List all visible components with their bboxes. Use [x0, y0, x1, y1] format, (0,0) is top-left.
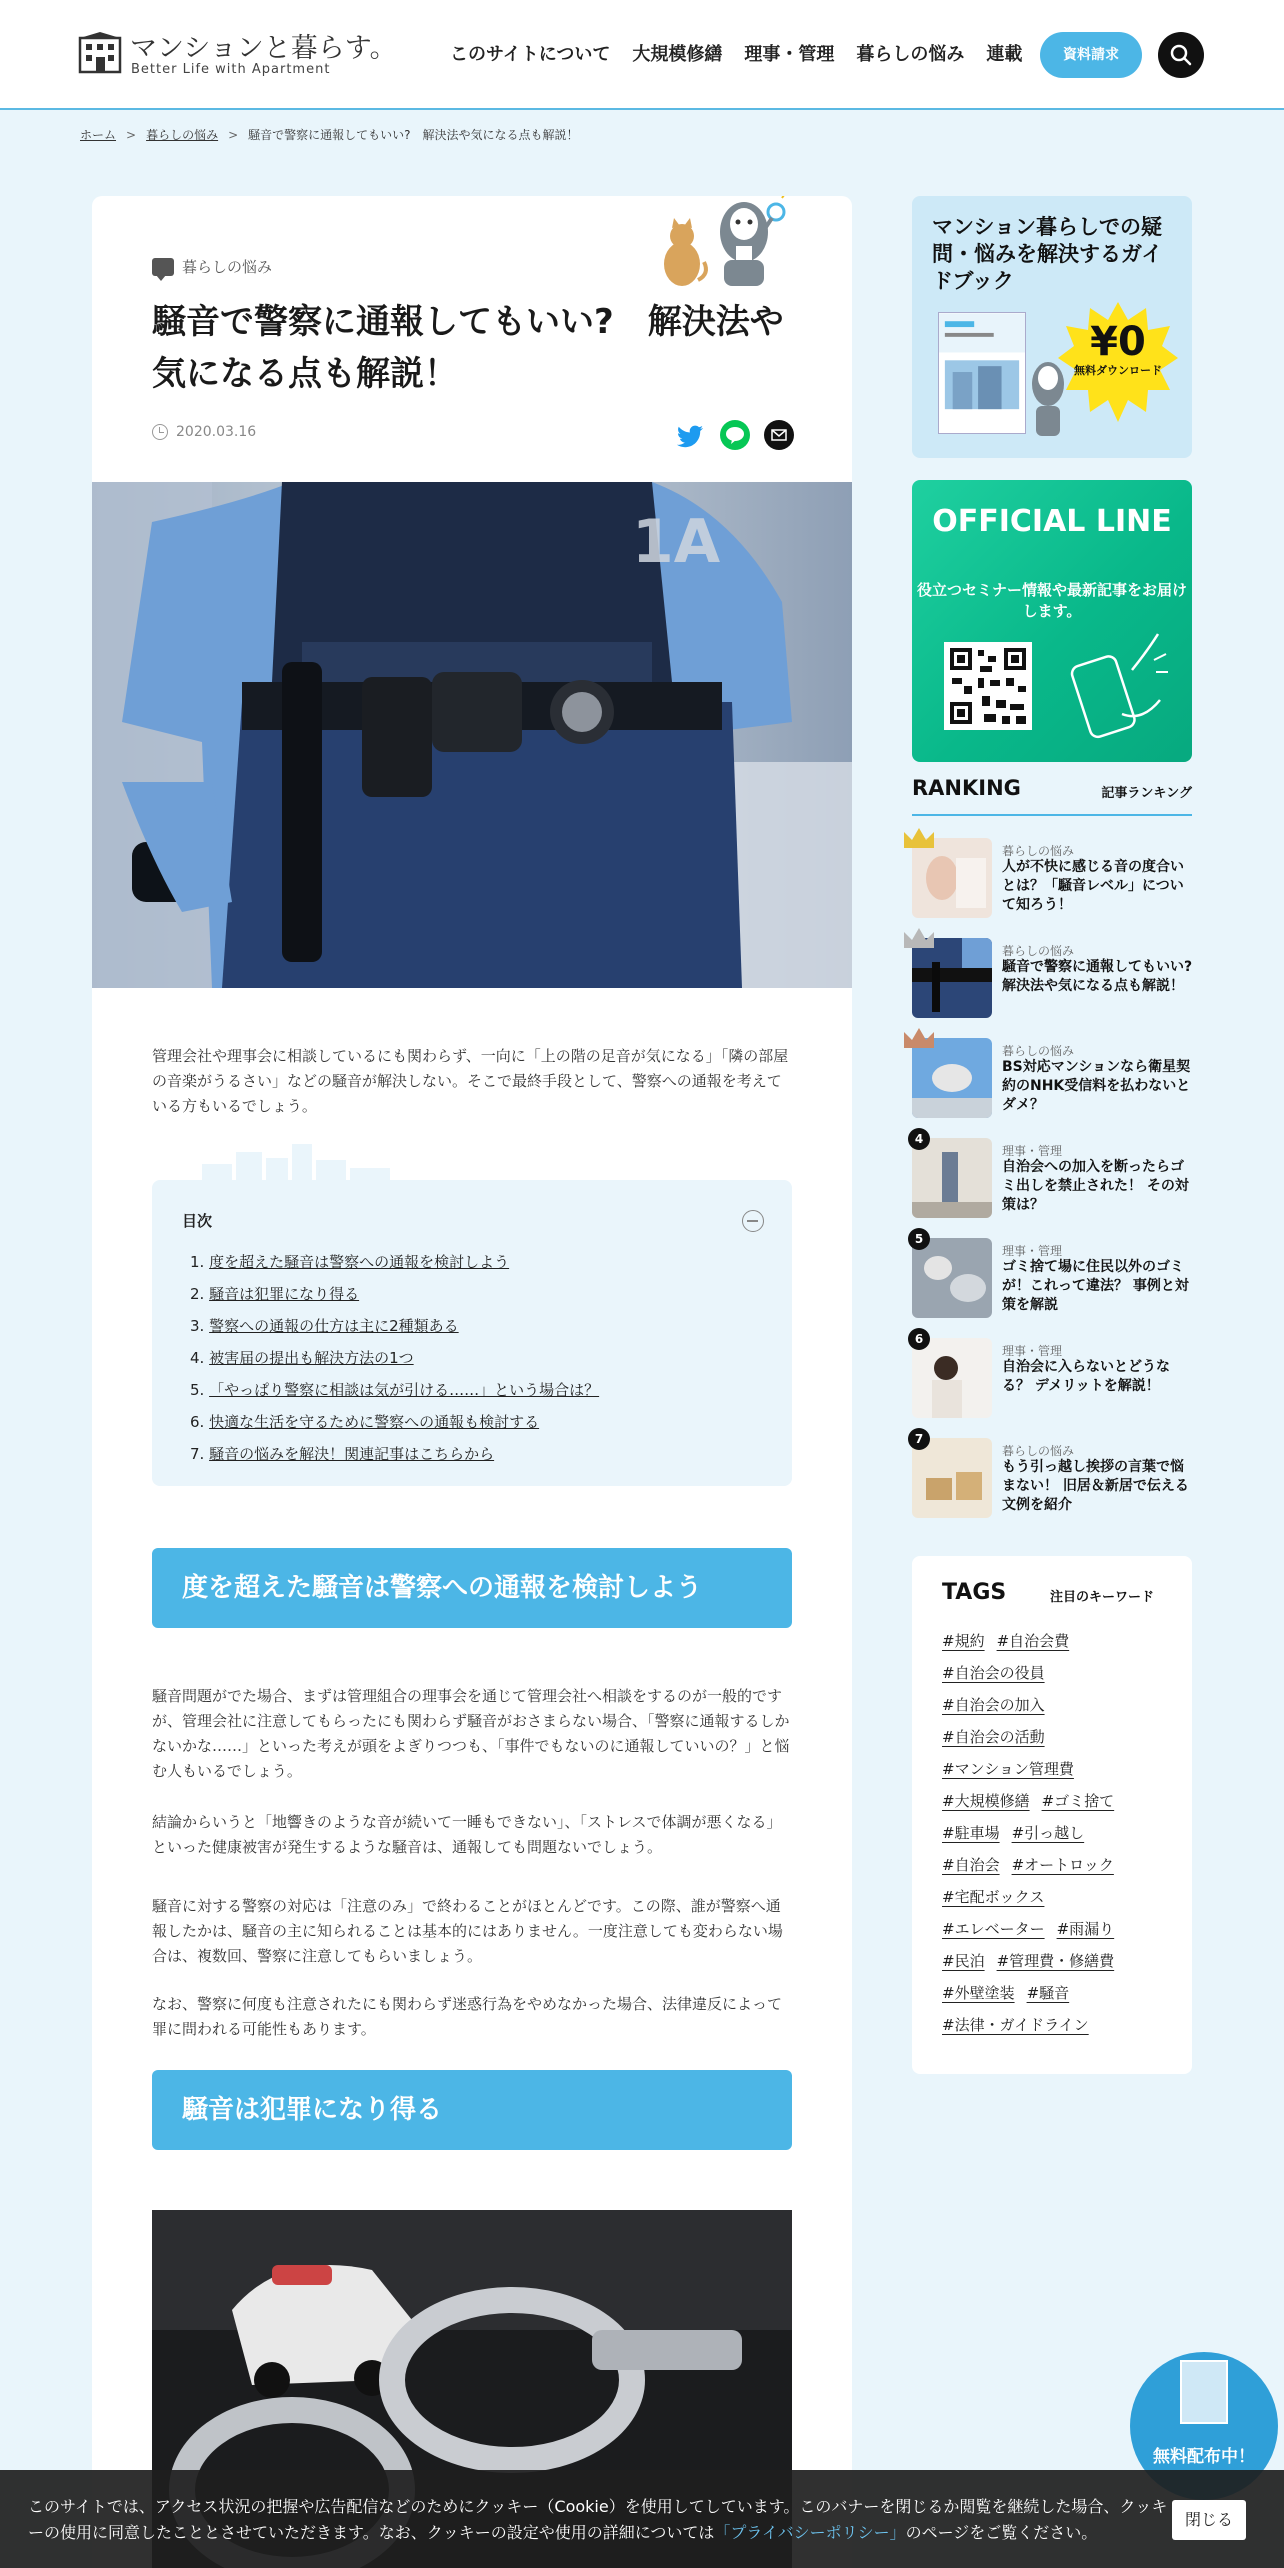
breadcrumb — [80, 126, 579, 143]
body-paragraph: なお、警察に何度も注意されたにも関わらず迷惑行為をやめなかった場合、法律違反によって罪に問われる可能性もあります。 — [152, 1995, 783, 2038]
nav-item-renovation[interactable]: 大規模修繕 — [632, 44, 723, 65]
tag-link[interactable]: #法律・ガイドライン — [942, 2016, 1089, 2034]
tag-link[interactable]: #駐車場 — [942, 1824, 1000, 1842]
line-banner-title: OFFICIAL LINE — [932, 504, 1172, 539]
ranking-title: RANKING — [912, 776, 1021, 800]
ranking-category: 暮らしの悩み — [1002, 844, 1075, 858]
body-paragraph: 騒音に対する警察の対応は「注意のみ」で終わることがほとんどです。この際、誰が警察へ通報したかは、騒音の主に知られることは基本的にはありません。一度注意しても変わらない場合は、複数回、警察に注意してもらいましょう。 — [152, 1897, 783, 1965]
article-title: 騒音で警察に通報してもいい? 解決法や気になる点も解説！ — [152, 302, 784, 394]
toc-link[interactable]: 騒音の悩みを解決！関連記事はこちらから — [209, 1445, 495, 1463]
hero-image-police-officer — [92, 482, 852, 988]
ranking-item[interactable] — [912, 938, 1207, 1018]
ranking-category: 理事・管理 — [1002, 1244, 1063, 1258]
tag-link[interactable]: #管理費・修繕費 — [996, 1952, 1115, 1970]
twitter-icon — [676, 420, 706, 450]
toc-title: 目次 — [182, 1212, 213, 1230]
tag-link[interactable]: #外壁塗装 — [942, 1984, 1015, 2002]
tag-row — [942, 1822, 1084, 1843]
toc-item[interactable]: 7. 騒音の悩みを解決！関連記事はこちらから — [190, 1445, 495, 1463]
search-button[interactable] — [1158, 32, 1204, 78]
breadcrumb-current: 騒音で警察に通報してもいい? 解決法や気になる点も解説！ — [248, 128, 579, 142]
silver-crown-icon — [902, 926, 936, 950]
publish-date-value: 2020.03.16 — [176, 424, 257, 440]
tag-link[interactable]: #引っ越し — [1011, 1824, 1085, 1842]
tag-row — [942, 2014, 1089, 2035]
body-paragraph: 結論からいうと「地響きのような音が続いて一睡もできない」、「ストレスで体調が悪くなる」といった健康被害が発生するような騒音は、通報しても問題ないでしょう。 — [152, 1813, 782, 1856]
tag-link[interactable]: #民泊 — [942, 1952, 985, 1970]
ranking-category: 暮らしの悩み — [1002, 1044, 1075, 1058]
guidebook-cover-image — [938, 312, 1026, 434]
tag-row — [942, 1854, 1114, 1875]
ranking-item[interactable] — [912, 838, 1192, 918]
toc-item[interactable]: 6. 快適な生活を守るために警察への通報も検討する — [190, 1413, 540, 1431]
ranking-item-title[interactable]: 自治会に入らないとどうなる？ デメリットを解説！ — [1002, 1359, 1170, 1394]
official-line-banner[interactable] — [912, 480, 1192, 762]
toc-item[interactable]: 1. 度を超えた騒音は警察への通報を検討しよう — [190, 1253, 510, 1271]
tag-link[interactable]: #自治会 — [942, 1856, 1000, 1874]
qr-code-icon — [944, 642, 1032, 730]
tag-row — [942, 1662, 1045, 1683]
ranking-item-title[interactable]: 自治会への加入を断ったらゴミ出しを禁止された！ その対策は？ — [1002, 1159, 1189, 1213]
ranking-category: 暮らしの悩み — [1002, 944, 1075, 958]
tag-link[interactable]: #エレベーター — [942, 1920, 1045, 1938]
ranking-item-title[interactable]: ゴミ捨て場に住民以外のゴミが！これって違法？ 事例と対策を解説 — [1002, 1259, 1189, 1313]
ranking-thumbnail — [912, 1338, 992, 1418]
article — [92, 196, 852, 2568]
tag-row — [942, 1790, 1114, 1811]
tag-row — [942, 1950, 1114, 1971]
intro-paragraph: 管理会社や理事会に相談しているにも関わらず、一向に「上の階の足音が気になる」「隣の部屋の音楽がうるさい」などの騒音が解決しない。そこで最終手段として、警察への通報を考えている方もいるでしょう。 — [152, 1047, 789, 1115]
building-icon — [78, 30, 122, 74]
cookie-text: のページをご覧ください。 — [905, 2523, 1098, 2542]
toc-list — [190, 1246, 599, 1470]
body-paragraph: 騒音問題がでた場合、まずは管理組合の理事会を通じて管理会社へ相談をするのが一般的ですが、管理会社に注意してもらったにも関わらず騒音がおさまらない場合、「警察に通報するしかないかな……」といった考えが頭をよぎりつつも、「事件でもないのに通報していいの？」と悩む人もいるでしょう。 — [152, 1687, 790, 1780]
ranking-subtitle: 記事ランキング — [1101, 786, 1192, 801]
line-icon — [720, 420, 750, 450]
price-value: ¥0 — [1090, 319, 1146, 365]
breadcrumb-separator: > — [228, 128, 239, 142]
ranking-category: 暮らしの悩み — [1002, 1444, 1075, 1458]
toc-link[interactable]: 騒音は犯罪になり得る — [209, 1285, 360, 1303]
share-buttons — [676, 420, 794, 450]
section-heading: 度を超えた騒音は警察への通報を検討しよう — [152, 1548, 792, 1628]
clock-icon — [152, 424, 168, 440]
toc-link[interactable]: 「やっぱり警察に相談は気が引ける……」という場合は？ — [209, 1381, 600, 1399]
section-heading: 騒音は犯罪になり得る — [152, 2070, 792, 2150]
toc-collapse-icon[interactable] — [742, 1210, 764, 1232]
search-icon — [1170, 44, 1192, 66]
price-subtext: 無料ダウンロード — [1074, 364, 1162, 377]
cookie-text: このサイトでは、アクセス状況の把握や広告配信などのためにクッキー（Cookie）を使用してしています。このバナーを閉じるか閲覧を継続した場合、クッキーの使用に同意したこととさせていただきます。なお、クッキーの設定や使用の詳細については — [28, 2497, 1168, 2542]
ranking-item-title[interactable]: 人が不快に感じる音の度合いとは？「騒音レベル」について知ろう！ — [1002, 859, 1184, 913]
guidebook-thumbnail-icon — [1180, 2360, 1228, 2424]
speech-bubble-icon — [152, 258, 174, 276]
nav-item-living-troubles[interactable]: 暮らしの悩み — [856, 44, 965, 65]
cookie-consent-banner — [0, 2470, 1284, 2568]
ranking-category: 理事・管理 — [1002, 1144, 1063, 1158]
ranking-item-title[interactable]: もう引っ越し挨拶の言葉で悩まない！ 旧居＆新居で伝える文例を紹介 — [1002, 1459, 1189, 1513]
ranking-item[interactable] — [912, 1132, 1192, 1218]
table-of-contents — [152, 1180, 792, 1486]
site-logo[interactable] — [78, 26, 397, 82]
toc-link[interactable]: 被害届の提出も解決方法の1つ — [209, 1349, 414, 1367]
breadcrumb-home[interactable]: ホーム — [80, 128, 117, 142]
nav-item-series[interactable]: 連載 — [986, 44, 1023, 65]
ranking-item[interactable] — [912, 1432, 1192, 1518]
svg-text:1A: 1A — [632, 507, 721, 577]
tag-link[interactable]: #マンション管理費 — [942, 1760, 1074, 1778]
tag-row — [942, 1886, 1044, 1907]
tag-row — [942, 1630, 1069, 1651]
ranking-thumbnail — [912, 1238, 992, 1318]
article-category[interactable] — [152, 256, 272, 277]
ranking-item-title[interactable]: BS対応マンションなら衛星契約のNHK受信料を払わないとダメ？ — [1002, 1059, 1191, 1113]
tag-link[interactable]: #ゴミ捨て — [1041, 1792, 1115, 1810]
ranking-item[interactable] — [912, 1232, 1192, 1318]
tag-link[interactable]: #自治会の役員 — [942, 1664, 1045, 1682]
nav-item-management[interactable]: 理事・管理 — [744, 44, 835, 65]
tags-panel — [912, 1556, 1192, 2074]
tag-link[interactable]: #オートロック — [1011, 1856, 1114, 1874]
ranking-thumbnail — [912, 838, 992, 918]
tag-link[interactable]: #規約 — [942, 1632, 985, 1650]
tags-subtitle: 注目のキーワード — [1050, 1590, 1155, 1605]
tag-link[interactable]: #自治会の活動 — [942, 1728, 1045, 1746]
tag-row — [942, 1726, 1045, 1747]
ranking-header — [912, 776, 1192, 816]
nav-item-about[interactable]: このサイトについて — [450, 44, 611, 65]
request-materials-button[interactable]: 資料請求 — [1040, 32, 1142, 78]
logo-subtitle: Better Life with Apartment — [131, 62, 331, 77]
global-nav — [450, 40, 1044, 66]
tag-row — [942, 1918, 1114, 1939]
mascot-illustration — [652, 196, 802, 294]
ranking-thumbnail — [912, 938, 992, 1018]
tags-title: TAGS — [942, 1580, 1007, 1605]
free-download-label: 無料配布中！ — [1153, 2447, 1255, 2467]
twitter-share-button[interactable] — [676, 420, 706, 450]
ranking-thumbnail — [912, 1438, 992, 1518]
toc-item[interactable]: 2. 騒音は犯罪になり得る — [190, 1285, 360, 1303]
city-skyline-decoration — [202, 1144, 402, 1184]
ranking-number: 6 — [908, 1328, 930, 1350]
tag-row — [942, 1758, 1074, 1779]
toc-link[interactable]: 警察への通報の仕方は主に2種類ある — [209, 1317, 459, 1335]
ranking-thumbnail — [912, 1138, 992, 1218]
toc-item[interactable]: 3. 警察への通報の仕方は主に2種類ある — [190, 1317, 459, 1335]
toc-item[interactable]: 4. 被害届の提出も解決方法の1つ — [190, 1349, 414, 1367]
ranking-item[interactable] — [912, 1332, 1192, 1418]
privacy-policy-link[interactable]: 「プライバシーポリシー」 — [714, 2523, 906, 2542]
smartphone-hand-icon — [1062, 630, 1172, 740]
breadcrumb-separator: > — [126, 128, 137, 142]
tag-row — [942, 1694, 1045, 1715]
tag-link[interactable]: #宅配ボックス — [942, 1888, 1045, 1906]
gold-crown-icon — [902, 826, 936, 850]
tag-link[interactable]: #大規模修繕 — [942, 1792, 1030, 1810]
ranking-item-title[interactable]: 騒音で警察に通報してもいい? 解決法や気になる点も解説！ — [1002, 959, 1207, 994]
ranking-number: 7 — [908, 1428, 930, 1450]
ranking-thumbnail — [912, 1038, 992, 1118]
tag-link[interactable]: #自治会費 — [996, 1632, 1070, 1650]
tag-link[interactable]: #騒音 — [1026, 1984, 1070, 2002]
ranking-number: 5 — [908, 1228, 930, 1250]
line-banner-subtitle: 役立つセミナー情報や最新記事をお届けします。 — [916, 581, 1187, 620]
site-header — [0, 0, 1284, 110]
breadcrumb-category[interactable]: 暮らしの悩み — [146, 128, 219, 142]
article-category-label: 暮らしの悩み — [182, 258, 273, 276]
tag-row — [942, 1982, 1069, 2003]
toc-link[interactable]: 度を超えた騒音は警察への通報を検討しよう — [209, 1253, 510, 1271]
email-share-button[interactable] — [764, 420, 794, 450]
cookie-close-button[interactable]: 閉じる — [1172, 2500, 1246, 2540]
ranking-item[interactable] — [912, 1038, 1192, 1118]
line-share-button[interactable] — [720, 420, 750, 450]
toc-link[interactable]: 快適な生活を守るために警察への通報も検討する — [209, 1413, 540, 1431]
cookie-message — [28, 2494, 1168, 2546]
ranking-number: 4 — [908, 1128, 930, 1150]
bronze-crown-icon — [902, 1026, 936, 1050]
guidebook-banner[interactable] — [912, 196, 1192, 458]
mail-icon — [764, 420, 794, 450]
guidebook-title: マンション暮らしでの疑問・悩みを解決するガイドブック — [932, 215, 1163, 293]
ranking-category: 理事・管理 — [1002, 1344, 1063, 1358]
logo-title: マンションと暮らす。 — [130, 33, 397, 64]
tag-link[interactable]: #雨漏り — [1056, 1920, 1115, 1938]
tag-link[interactable]: #自治会の加入 — [942, 1696, 1045, 1714]
publish-date — [152, 424, 256, 440]
toc-item[interactable]: 5. 「やっぱり警察に相談は気が引ける……」という場合は？ — [190, 1381, 600, 1399]
